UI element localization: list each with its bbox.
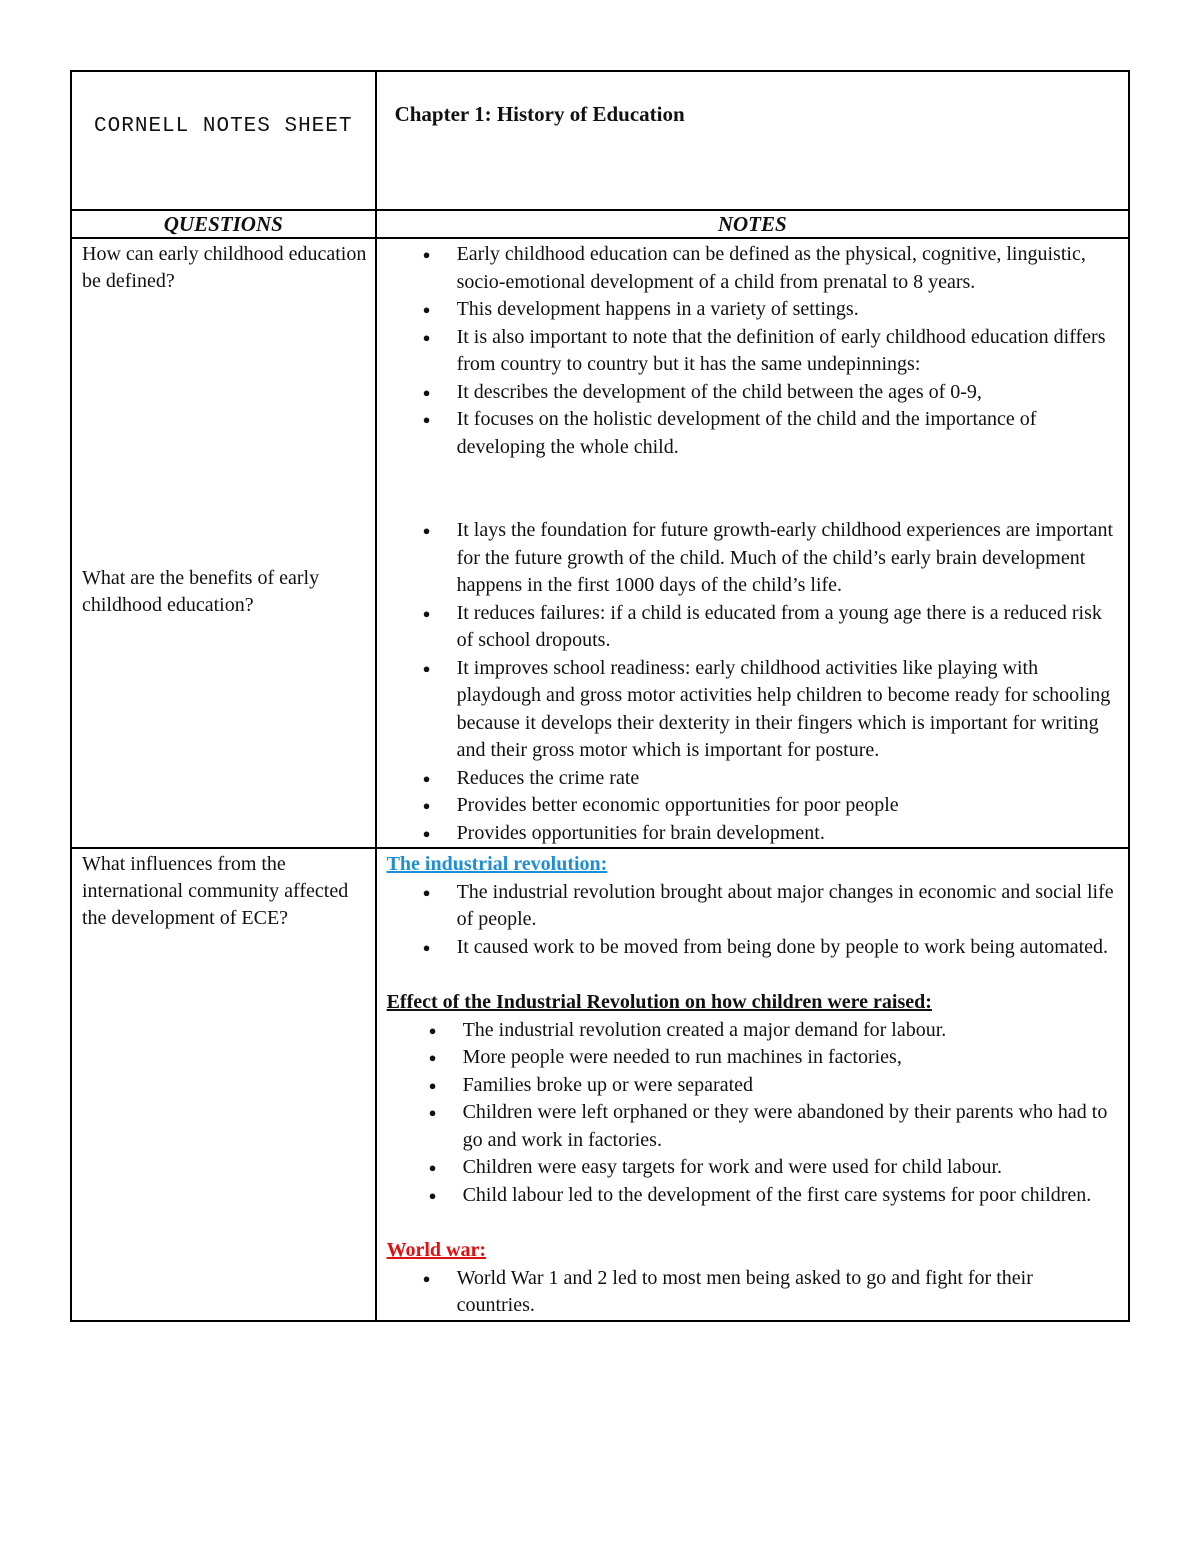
- question-definition: How can early childhood education be defined?: [82, 243, 367, 292]
- world-war-list: [385, 1265, 1116, 1320]
- list-item: ● Early childhood education can be defined as the physical, cognitive, linguistic, socio-emotional development of a child from prenatal to 8 years.: [457, 241, 1116, 296]
- sheet-title: CORNELL NOTES SHEET: [71, 71, 376, 210]
- list-item: ● It describes the development of the child between the ages of 0-9,: [457, 379, 1116, 407]
- notes-header: NOTES: [376, 210, 1129, 238]
- notes-row-2: [71, 848, 1129, 1321]
- question-benefits: What are the benefits of early childhood education?: [82, 567, 320, 616]
- list-item: ● It improves school readiness: early childhood activities like playing with playdough and gross motor activities help children to become ready for schooling because it develops their dexterity in their fingers which is important for writing and their gross motor which is important for posture.: [457, 655, 1116, 765]
- list-item: ● It caused work to be moved from being done by people to work being automated.: [457, 934, 1116, 962]
- questions-cell-2: [71, 848, 376, 1321]
- effect-list: [385, 1017, 1116, 1210]
- list-item: ● Reduces the crime rate: [457, 765, 1116, 793]
- list-item: ● Families broke up or were separated: [463, 1072, 1116, 1100]
- list-item: ● It reduces failures: if a child is educated from a young age there is a reduced risk of school dropouts.: [457, 600, 1116, 655]
- notes-cell-1: [376, 238, 1129, 848]
- list-item: ● More people were needed to run machines in factories,: [463, 1044, 1116, 1072]
- industrial-revolution-heading: The industrial revolution:: [386, 853, 608, 875]
- notes-cell-2: [376, 848, 1129, 1321]
- list-item: ● This development happens in a variety of settings.: [457, 296, 1116, 324]
- list-item: ● Children were left orphaned or they were abandoned by their parents who had to go and work in factories.: [463, 1099, 1116, 1154]
- list-item: ● Provides better economic opportunities for poor people: [457, 792, 1116, 820]
- list-item: ● Provides opportunities for brain development.: [457, 820, 1116, 848]
- list-item: ● The industrial revolution created a major demand for labour.: [463, 1017, 1116, 1045]
- list-item: ● It lays the foundation for future growth-early childhood experiences are important for the future growth of the child. Much of the child’s early brain development happens in the first 1000 days of the child’s life.: [457, 517, 1116, 600]
- notes-row-1: [71, 238, 1129, 848]
- benefits-list: [385, 517, 1116, 847]
- list-item: ● It is also important to note that the definition of early childhood education differs from country to country but it has the same undepinnings:: [457, 324, 1116, 379]
- cornell-notes-table: [70, 70, 1130, 1322]
- list-item: ● World War 1 and 2 led to most men being asked to go and fight for their countries.: [457, 1265, 1116, 1320]
- list-item: ● It focuses on the holistic development of the child and the importance of developing the whole child.: [457, 406, 1116, 461]
- list-item: ● Children were easy targets for work and were used for child labour.: [463, 1154, 1116, 1182]
- chapter-title: Chapter 1: History of Education: [376, 71, 1129, 210]
- world-war-heading: World war:: [386, 1239, 486, 1261]
- questions-cell-1: [71, 238, 376, 848]
- question-influences: What influences from the international community affected the development of ECE?: [82, 853, 349, 929]
- industrial-revolution-list: [385, 879, 1116, 962]
- definition-list: [385, 241, 1116, 461]
- list-item: ● The industrial revolution brought about major changes in economic and social life of people.: [457, 879, 1116, 934]
- column-header-row: [71, 210, 1129, 238]
- effect-heading: Effect of the Industrial Revolution on how children were raised:: [386, 991, 932, 1013]
- questions-header: QUESTIONS: [71, 210, 376, 238]
- title-row: [71, 71, 1129, 210]
- list-item: ● Child labour led to the development of the first care systems for poor children.: [463, 1182, 1116, 1210]
